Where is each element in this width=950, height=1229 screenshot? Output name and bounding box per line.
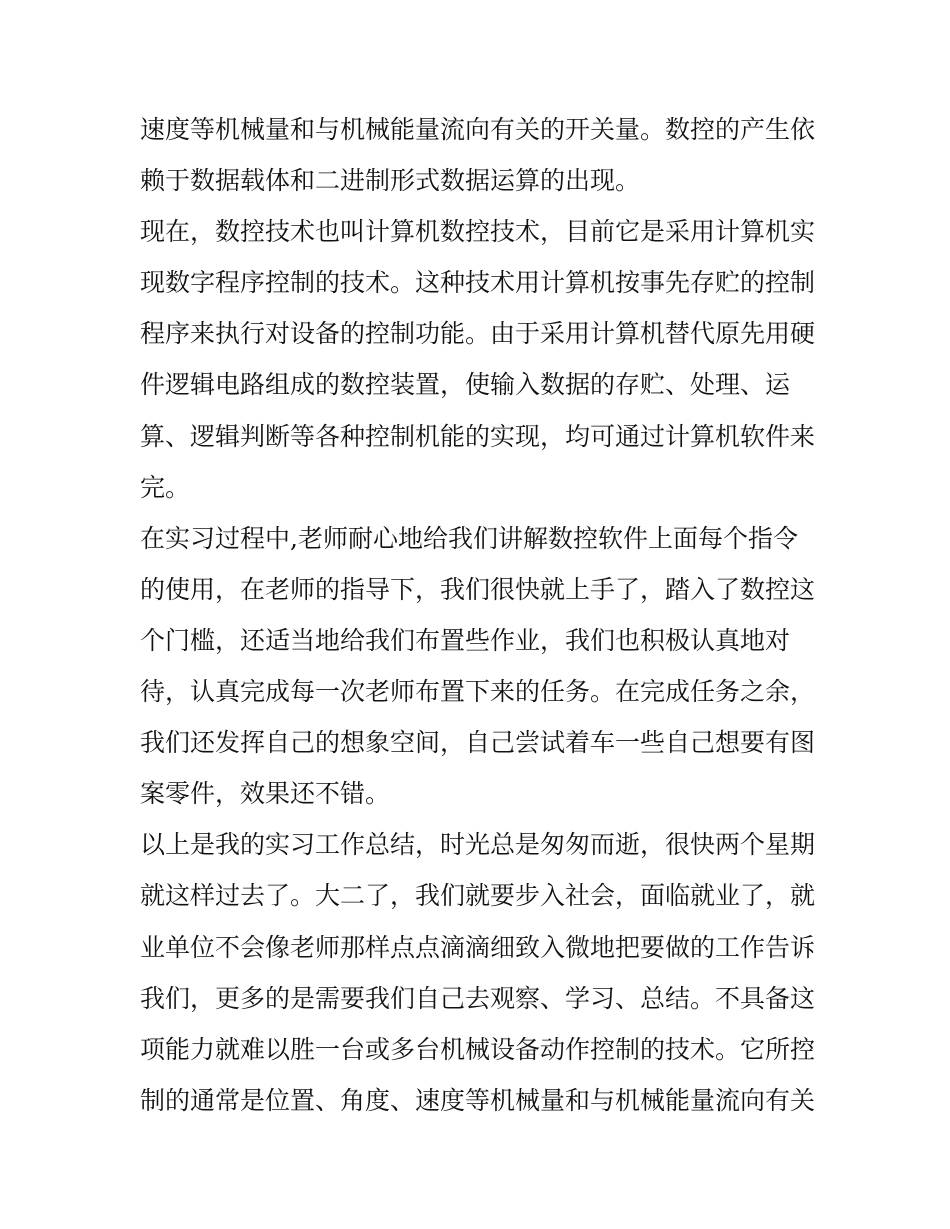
text-line: 我们还发挥自己的想象空间，自己尝试着车一些自己想要有图 [140, 728, 816, 758]
text-line: 在实习过程中,老师耐心地给我们讲解数控软件上面每个指令 [140, 523, 798, 553]
text-line: 的使用，在老师的指导下，我们很快就上手了，踏入了数控这 [140, 574, 816, 604]
text-line: 速度等机械量和与机械能量流向有关的开关量。数控的产生依 [140, 115, 816, 144]
text-line: 案零件，效果还不错。 [140, 779, 391, 809]
body-text [140, 104, 830, 1126]
text-line: 制的通常是位置、角度、速度等机械量和与机械能量流向有关 [140, 1085, 816, 1115]
text-line: 项能力就难以胜一台或多台机械设备动作控制的技术。它所控 [140, 1034, 816, 1064]
text-line: 个门槛，还适当地给我们布置些作业，我们也积极认真地对 [140, 625, 791, 655]
text-line: 我们，更多的是需要我们自己去观察、学习、总结。不具备这 [140, 983, 816, 1013]
text-line: 赖于数据载体和二进制形式数据运算的出现。 [140, 166, 641, 196]
text-line: 程序来执行对设备的控制功能。由于采用计算机替代原先用硬 [140, 319, 816, 349]
text-line: 待，认真完成每一次老师布置下来的任务。在完成任务之余， [140, 677, 816, 707]
text-line: 业单位不会像老师那样点点滴滴细致入微地把要做的工作告诉 [140, 932, 816, 962]
text-line: 完。 [140, 472, 191, 502]
text-line: 件逻辑电路组成的数控装置，使输入数据的存贮、处理、运 [140, 370, 791, 400]
text-line: 以上是我的实习工作总结，时光总是匆匆而逝，很快两个星期 [140, 830, 816, 860]
text-line: 就这样过去了。大二了，我们就要步入社会，面临就业了，就 [140, 881, 816, 911]
text-line: 现数字程序控制的技术。这种技术用计算机按事先存贮的控制 [140, 268, 816, 298]
text-line: 现在，数控技术也叫计算机数控技术，目前它是采用计算机实 [140, 217, 816, 247]
text-line: 算、逻辑判断等各种控制机能的实现，均可通过计算机软件来 [140, 421, 816, 451]
